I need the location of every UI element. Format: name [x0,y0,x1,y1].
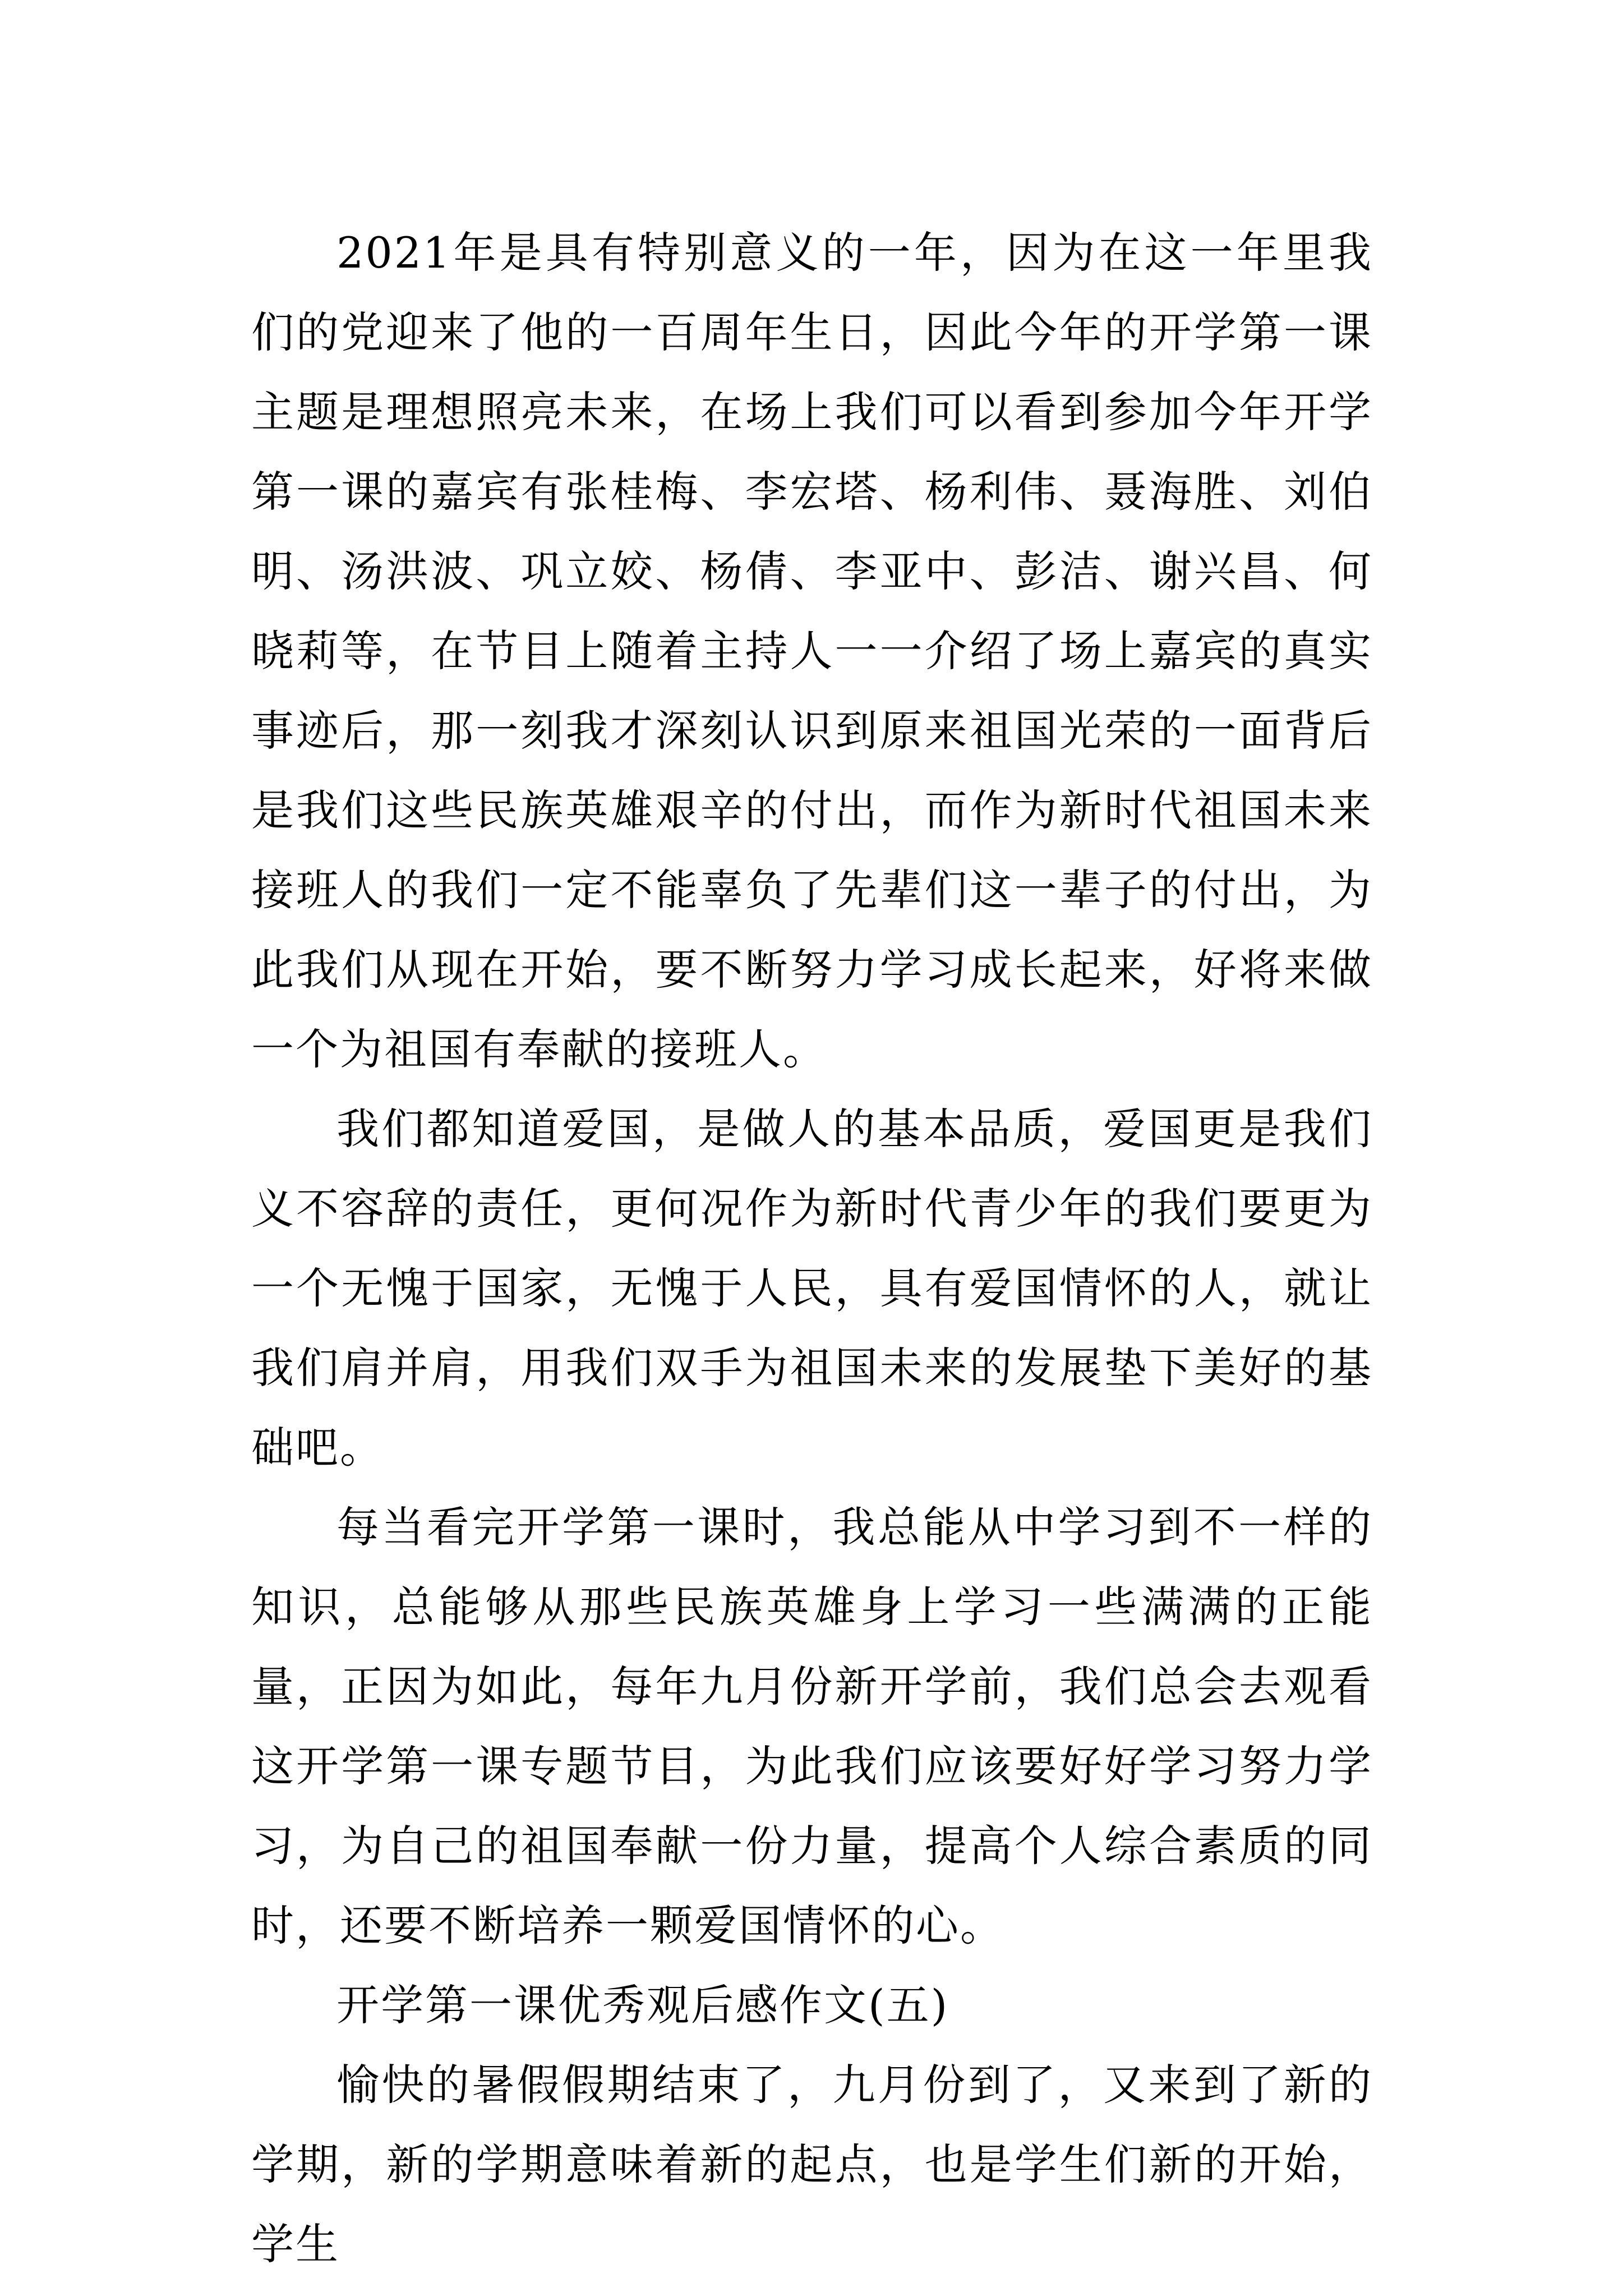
paragraph-patriotism: 我们都知道爱国，是做人的基本品质，爱国更是我们义不容辞的责任，更何况作为新时代青少年的我们要更为一个无愧于国家，无愧于人民，具有爱国情怀的人，就让我们肩并肩，用我们双手为祖国未来的发展垫下美好的基础吧。 [251,1104,1373,1473]
paragraph-reflection: 每当看完开学第一课时，我总能从中学习到不一样的知识，总能够从那些民族英雄身上学习一些满满的正能量，正因为如此，每年九月份新开学前，我们总会去观看这开学第一课专题节目，为此我们应该要好好学习努力学习，为自己的祖国奉献一份力量，提高个人综合素质的同时，还要不断培养一颗爱国情怀的心。 [251,1502,1373,1950]
section-heading: 开学第一课优秀观后感作文(五) [336,1980,949,2030]
paragraph-new-term: 愉快的暑假假期结束了，九月份到了，又来到了新的学期，新的学期意味着新的起点，也是学生们新的开始，学生 [251,2060,1373,2269]
document-body [251,213,1373,2284]
paragraph-intro: 2021年是具有特别意义的一年，因为在这一年里我们的党迎来了他的一百周年生日，因此今年的开学第一课主题是理想照亮未来，在场上我们可以看到参加今年开学第一课的嘉宾有张桂梅、李宏塔、杨利伟、聂海胜、刘伯明、汤洪波、巩立姣、杨倩、李亚中、彭洁、谢兴昌、何晓莉等，在节目上随着主持人一一介绍了场上嘉宾的真实事迹后，那一刻我才深刻认识到原来祖国光荣的一面背后是我们这些民族英雄艰辛的付出，而作为新时代祖国未来接班人的我们一定不能辜负了先辈们这一辈子的付出，为此我们从现在开始，要不断努力学习成长起来，好将来做一个为祖国有奉献的接班人。 [251,228,1373,1074]
